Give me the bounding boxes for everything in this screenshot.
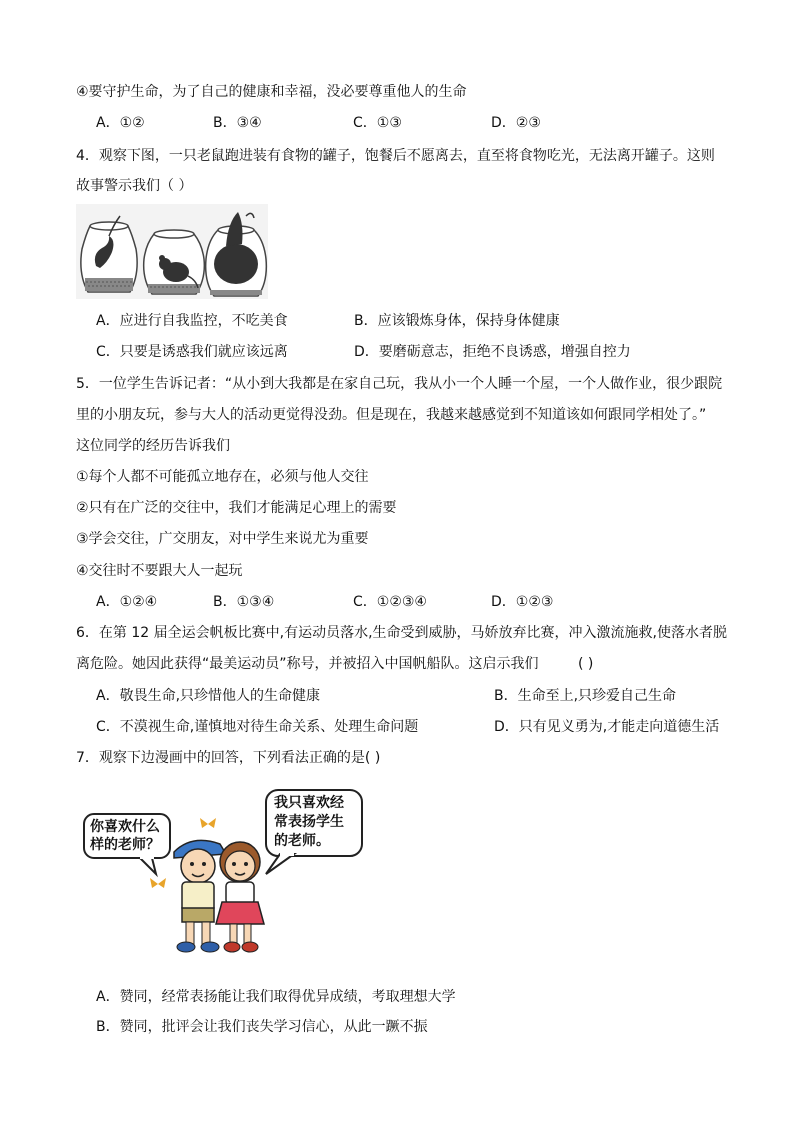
q5-option-c: C．①②③④	[353, 594, 427, 610]
q5-option-a: A．①②④	[96, 594, 158, 610]
q3-option-d: D．②③	[491, 115, 541, 131]
q7-stem: 7．观察下边漫画中的回答，下列看法正确的是( )	[76, 750, 381, 766]
q7-option-b: B．赞同，批评会让我们丧失学习信心，从此一蹶不振	[96, 1019, 428, 1035]
q5-option-d: D．①②③	[491, 594, 554, 610]
q6-option-c: C．不漠视生命,谨慎地对待生命关系、处理生命问题	[96, 719, 419, 735]
q6-stem-line2: 离危险。她因此获得“最美运动员”称号，并被招入中国帆船队。这启示我们	[76, 656, 539, 672]
rat-in-jars-illustration	[76, 204, 268, 299]
q3-option-a: A．①②	[96, 115, 145, 131]
q4-stem-line2: 故事警示我们（ ）	[76, 178, 193, 194]
q3-statement-4: ④要守护生命，为了自己的健康和幸福，没必要尊重他人的生命	[76, 84, 467, 100]
q3-option-b: B．③④	[213, 115, 262, 131]
q6-stem-line1: 6．在第 12 届全运会帆板比赛中,有运动员落水,生命受到威胁，马娇放弃比赛，冲入激流施救,使落水者脱	[76, 625, 727, 641]
girl-figure	[216, 842, 264, 952]
girl-answer-line3: 的老师。	[274, 833, 330, 849]
q3-option-c: C．①③	[353, 115, 402, 131]
q5-stem-line2: 里的小朋友玩，参与大人的活动更觉得没劲。但是现在，我越来越感觉到不知道该如何跟同学相处了。”	[76, 407, 707, 423]
boy-question-line2: 样的老师？	[90, 837, 160, 853]
jar-1	[81, 216, 137, 292]
q5-option-b: B．①③④	[213, 594, 275, 610]
q4-option-a: A．应进行自我监控，不吃美食	[96, 313, 288, 329]
q4-option-c: C．只要是诱惑我们就应该远离	[96, 344, 288, 360]
girl-answer-text	[274, 794, 344, 851]
boy-figure	[174, 840, 226, 952]
boy-question-line1: 你喜欢什么	[90, 819, 160, 835]
boy-question-text	[90, 818, 160, 854]
q5-statement-3: ③学会交往，广交朋友，对中学生来说尤为重要	[76, 531, 369, 547]
q6-option-b: B．生命至上,只珍爱自己生命	[494, 688, 677, 704]
q5-stem-line1: 5．一位学生告诉记者：“从小到大我都是在家自己玩，我从小一个人睡一个屋，一个人做作业，很少跟院	[76, 376, 723, 392]
teacher-preference-comic	[80, 782, 370, 962]
girl-answer-line1: 我只喜欢经	[274, 795, 344, 811]
q5-statement-1: ①每个人都不可能孤立地存在，必须与他人交往	[76, 469, 369, 485]
q4-stem-line1: 4．观察下图，一只老鼠跑进装有食物的罐子，饱餐后不愿离去，直至将食物吃光，无法离开罐子。这则	[76, 148, 715, 164]
q4-option-b: B．应该锻炼身体，保持身体健康	[354, 313, 560, 329]
q5-statement-4: ④交往时不要跟大人一起玩	[76, 563, 243, 579]
jar-2	[144, 230, 205, 294]
girl-answer-line2: 常表扬学生	[274, 814, 344, 830]
q6-option-a: A．敬畏生命,只珍惜他人的生命健康	[96, 688, 321, 704]
q5-stem-line3: 这位同学的经历告诉我们	[76, 438, 230, 454]
q5-statement-2: ②只有在广泛的交往中，我们才能满足心理上的需要	[76, 500, 397, 516]
q6-option-d: D．只有见义勇为,才能走向道德生活	[494, 719, 720, 735]
q6-answer-paren: ( )	[578, 656, 594, 672]
q7-option-a: A．赞同，经常表扬能让我们取得优异成绩，考取理想大学	[96, 989, 456, 1005]
q4-option-d: D．要磨砺意志，拒绝不良诱惑，增强自控力	[354, 344, 631, 360]
